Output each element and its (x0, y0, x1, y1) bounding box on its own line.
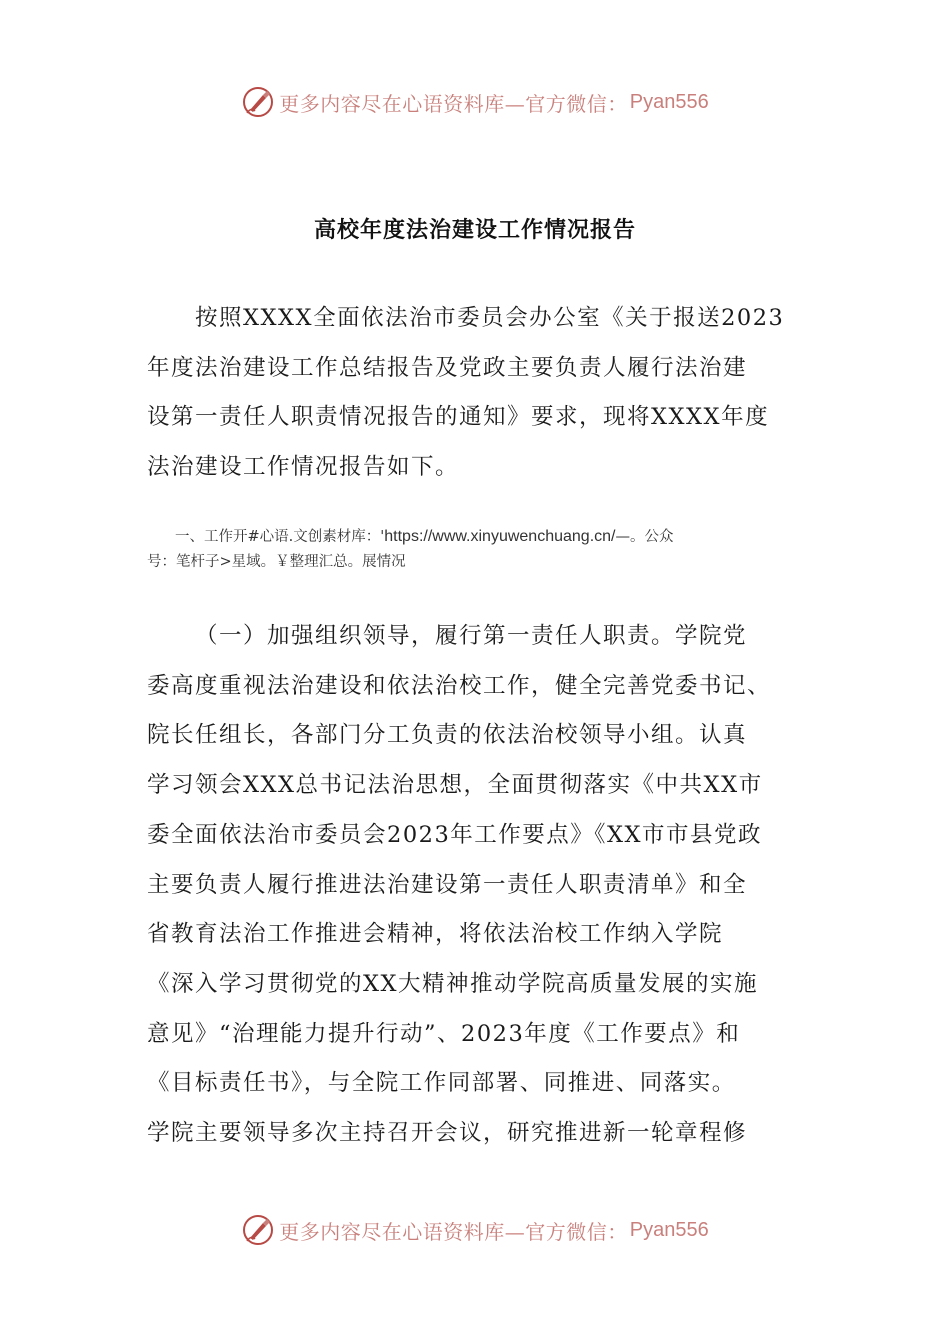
banner-text: 更多内容尽在心语资料库—官方微信： (279, 91, 628, 116)
pen-nib-logo-icon (241, 1213, 275, 1247)
section-heading-line-2: 号：笔杆子>星域。￥整理汇总。展情况 (147, 554, 406, 570)
section-heading-suffix: —。公众 (615, 529, 674, 545)
text-line: 设第一责任人职责情况报告的通知》要求，现将XXXX年度 (147, 404, 770, 431)
document-title: 高校年度法治建设工作情况报告 (313, 218, 636, 243)
text-line: （一）加强组织领导，履行第一责任人职责。学院党 (195, 623, 748, 649)
text-line: 按照XXXX全面依法治市委员会办公室《关于报送2023 (195, 305, 785, 331)
pen-nib-logo-icon (241, 85, 275, 119)
text-line: 省教育法治工作推进会精神，将依法治校工作纳入学院 (147, 921, 724, 948)
footer-watermark-banner (0, 1210, 950, 1250)
text-line: 学习领会XXX总书记法治思想，全面贯彻落实《中共XX市 (147, 772, 763, 799)
banner-wechat-id: Pyan556 (629, 90, 709, 113)
text-line: 年度法治建设工作总结报告及党政主要负责人履行法治建 (147, 354, 748, 381)
text-line: 院长任组长，各部门分工负责的依法治校领导小组。认真 (147, 722, 748, 749)
text-line: 意见》“治理能力提升行动”、2023年度《工作要点》和 (147, 1020, 741, 1047)
section-heading (147, 524, 812, 575)
text-line: 《目标责任书》，与全院工作同部署、同推进、同落实。 (147, 1070, 736, 1097)
text-line: 法治建设工作情况报告如下。 (147, 454, 460, 481)
source-url: https://www.xinyuwenchuang.cn/ (384, 528, 616, 545)
body-paragraph (147, 612, 807, 1159)
text-line: 《深入学习贯彻党的XX大精神推动学院高质量发展的实施 (147, 970, 759, 997)
text-line: 委高度重视法治建设和依法治校工作，健全完善党委书记、 (147, 672, 772, 699)
text-line: 委全面依法治市委员会2023年工作要点》《XX市市县党政 (147, 821, 763, 848)
section-heading-prefix: 一、工作开#心语.文创素材库：' (175, 529, 385, 545)
banner-text: 更多内容尽在心语资料库—官方微信： (279, 1219, 628, 1244)
header-watermark-banner (0, 82, 950, 122)
text-line: 主要负责人履行推进法治建设第一责任人职责清单》和全 (147, 871, 748, 898)
section-heading-line (147, 524, 812, 550)
intro-paragraph (147, 294, 807, 493)
banner-wechat-id: Pyan556 (629, 1218, 709, 1241)
text-line: 学院主要领导多次主持召开会议，研究推进新一轮章程修 (147, 1120, 748, 1147)
